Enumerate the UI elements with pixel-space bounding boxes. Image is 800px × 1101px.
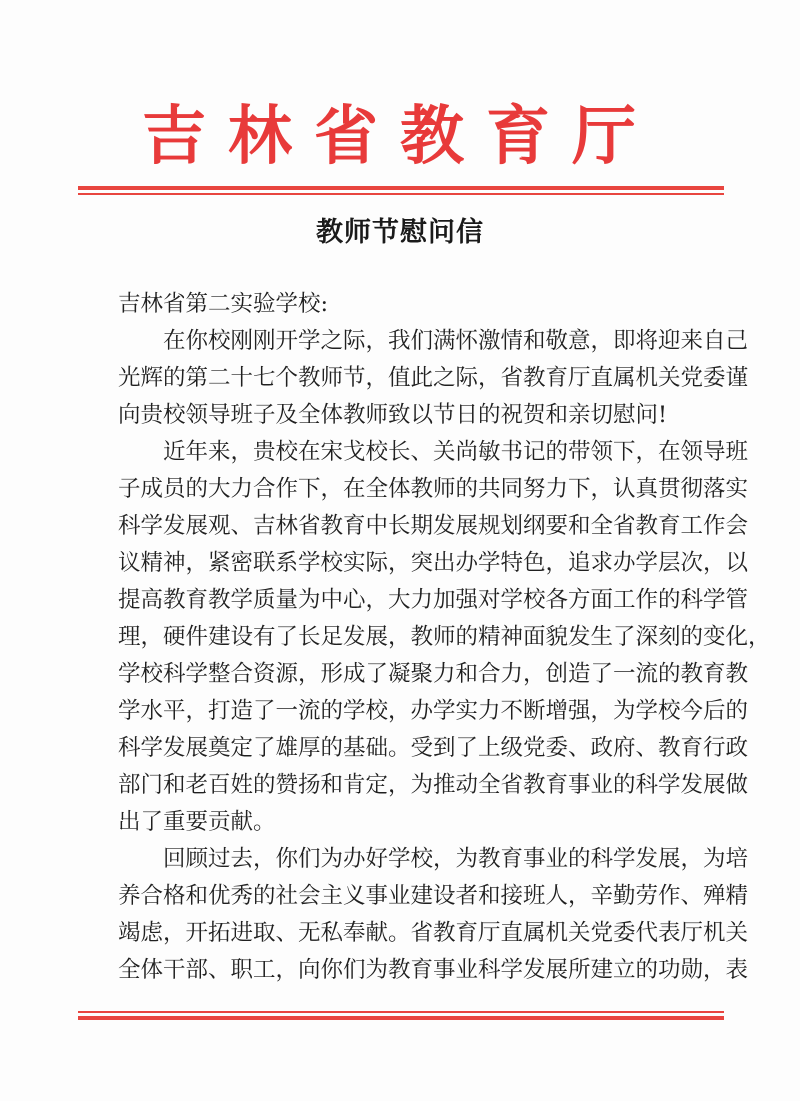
body-line: 科学发展观、吉林省教育中长期发展规划纲要和全省教育工作会 xyxy=(118,513,749,539)
body-line: 竭虑，开拓进取、无私奉献。省教育厅直属机关党委代表厅机关 xyxy=(118,920,749,946)
footer-rule-thin xyxy=(78,1011,724,1013)
body-line: 学水平，打造了一流的学校，办学实力不断增强，为学校今后的 xyxy=(118,698,749,724)
body-line: 光辉的第二十七个教师节，值此之际，省教育厅直属机关党委谨 xyxy=(118,365,749,391)
body-line: 提高教育教学质量为中心，大力加强对学校各方面工作的科学管 xyxy=(118,587,749,613)
header-rule-thin xyxy=(78,193,724,195)
body-line: 回顾过去，你们为办好学校，为教育事业的科学发展，为培 xyxy=(163,846,749,872)
body-line: 出了重要贡献。 xyxy=(118,809,276,835)
paragraph-1 xyxy=(118,323,749,434)
body-line: 科学发展奠定了雄厚的基础。受到了上级党委、政府、教育行政 xyxy=(118,735,749,761)
body-line: 理，硬件建设有了长足发展，教师的精神面貌发生了深刻的变化， xyxy=(118,624,771,650)
letter-body xyxy=(118,286,771,989)
letter-title: 教师节慰问信 xyxy=(316,217,484,248)
footer-rule-thick xyxy=(78,1016,724,1020)
body-line: 子成员的大力合作下，在全体教师的共同努力下，认真贯彻落实 xyxy=(118,476,749,502)
body-line: 全体干部、职工，向你们为教育事业科学发展所建立的功勋，表 xyxy=(118,957,749,983)
body-line: 养合格和优秀的社会主义事业建设者和接班人，辛勤劳作、殚精 xyxy=(118,883,749,909)
body-line: 在你校刚刚开学之际，我们满怀激情和敬意，即将迎来自己 xyxy=(163,328,749,354)
paragraph-2 xyxy=(118,434,771,841)
body-line: 议精神，紧密联系学校实际，突出办学特色，追求办学层次，以 xyxy=(118,550,749,576)
header-rule-thick xyxy=(78,186,724,190)
body-line: 学校科学整合资源，形成了凝聚力和合力，创造了一流的教育教 xyxy=(118,661,749,687)
body-line: 向贵校领导班子及全体教师致以节日的祝贺和亲切慰问! xyxy=(118,402,668,428)
body-line: 部门和老百姓的赞扬和肯定，为推动全省教育事业的科学发展做 xyxy=(118,772,749,798)
paragraph-3 xyxy=(118,841,749,989)
letterhead-title: 吉林省教育厅 xyxy=(142,99,658,174)
body-line: 近年来，贵校在宋戈校长、关尚敏书记的带领下，在领导班 xyxy=(163,439,749,465)
salutation: 吉林省第二实验学校: xyxy=(118,291,329,317)
